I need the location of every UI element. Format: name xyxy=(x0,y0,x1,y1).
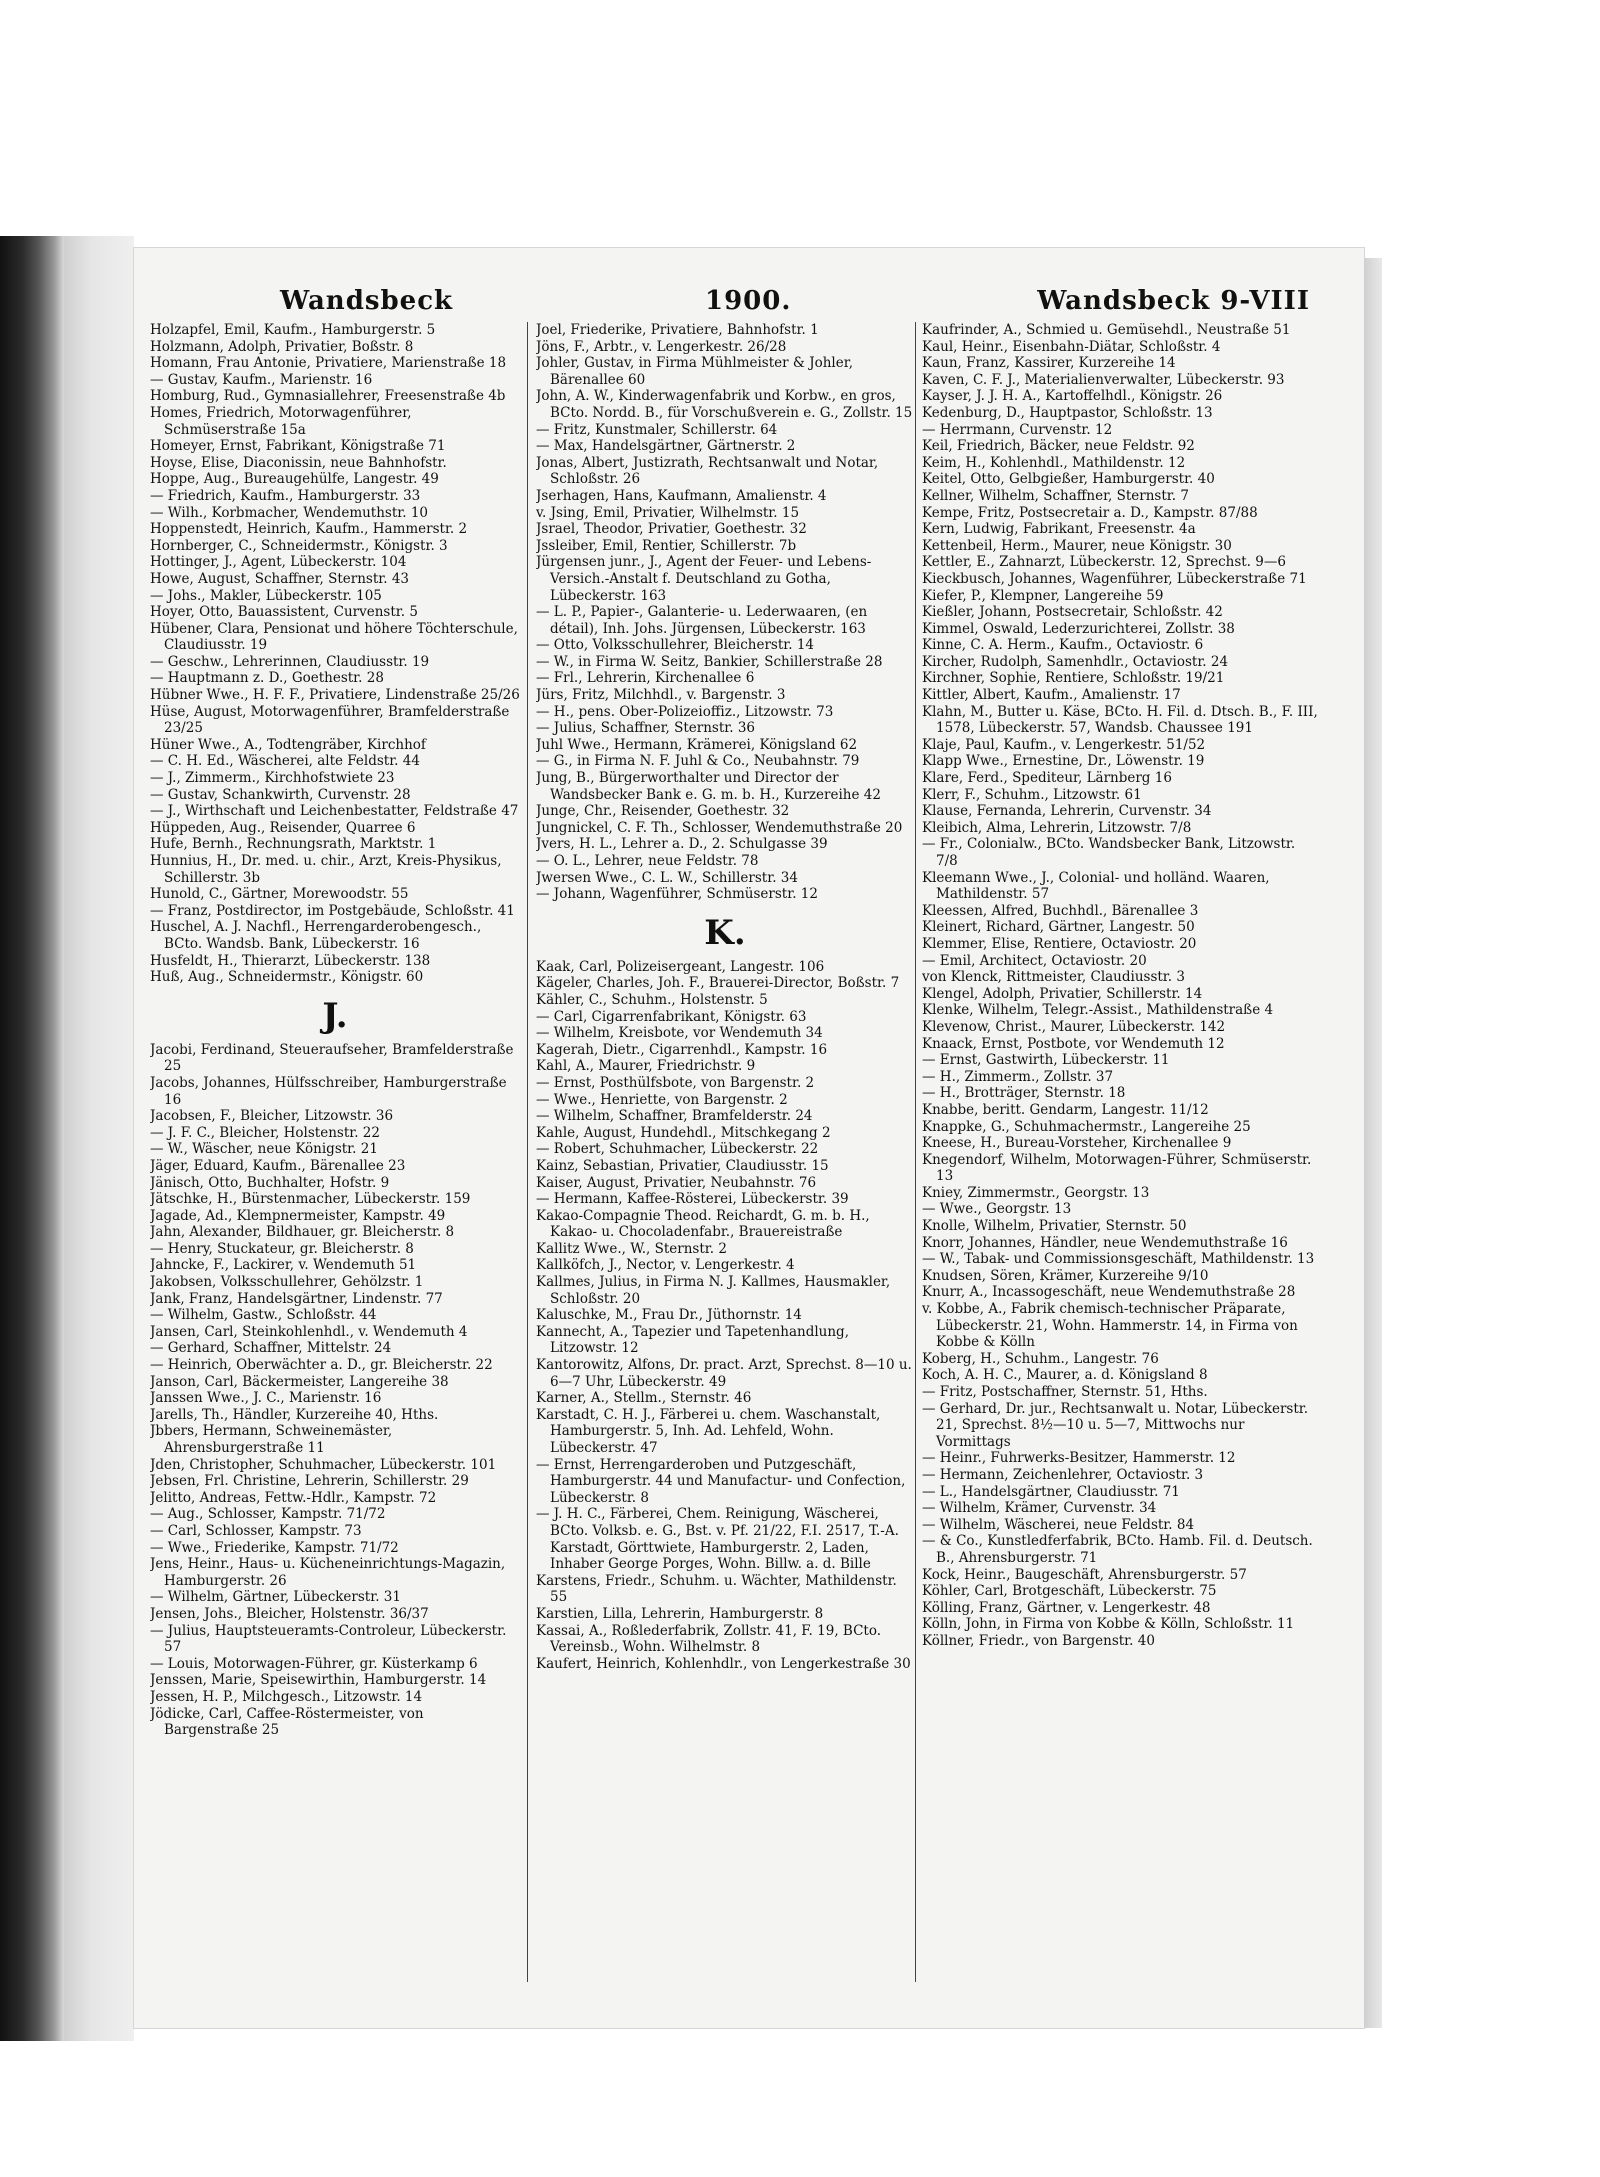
directory-entry: — J. H. C., Färberei, Chem. Reinigung, Wäscherei, BCto. Volksb. e. G., Bst. v. Pf. 21/22, F.I. 2517, T.-A. Karstadt, Görttwiete, Hamburgerstr. 2, Laden, Inhaber George Porges, Wohn. Billw. a. d. Bille xyxy=(536,1506,899,1573)
directory-entry: Kallköfch, J., Nector, v. Lengerkestr. 4 xyxy=(536,1257,795,1274)
directory-entry: — Wwe., Georgstr. 13 xyxy=(922,1201,1072,1218)
directory-entry: Hoppenstedt, Heinrich, Kaufm., Hammerstr. 2 xyxy=(150,521,468,538)
directory-entry: Hübner Wwe., H. F. F., Privatiere, Lindenstraße 25/26 xyxy=(150,687,520,704)
directory-entry: — Carl, Schlosser, Kampstr. 73 xyxy=(150,1522,362,1539)
directory-entry: Joel, Friederike, Privatiere, Bahnhofstr. 1 xyxy=(536,322,819,338)
directory-entry: Jacobs, Johannes, Hülfsschreiber, Hamburgerstraße 16 xyxy=(150,1074,507,1108)
directory-entry: — Geschw., Lehrerinnen, Claudiusstr. 19 xyxy=(150,653,430,670)
directory-entry: — H., Brotträger, Sternstr. 18 xyxy=(922,1085,1126,1102)
directory-entry: — J. F. C., Bleicher, Holstenstr. 22 xyxy=(150,1124,380,1141)
directory-entry: Hoyer, Otto, Bauassistent, Curvenstr. 5 xyxy=(150,604,418,621)
directory-entry: Jwersen Wwe., C. L. W., Schillerstr. 34 xyxy=(536,869,798,886)
directory-entry: — Wilhelm, Gastw., Schloßstr. 44 xyxy=(150,1307,377,1324)
directory-entry: Jacobsen, F., Bleicher, Litzowstr. 36 xyxy=(150,1108,394,1125)
directory-entry: Jahn, Alexander, Bildhauer, gr. Bleicherstr. 8 xyxy=(150,1224,455,1241)
directory-entry: Knudsen, Sören, Krämer, Kurzereihe 9/10 xyxy=(922,1267,1209,1284)
directory-entry: Kantorowitz, Alfons, Dr. pract. Arzt, Sprechst. 8—10 u. 6—7 Uhr, Lübeckerstr. 49 xyxy=(536,1357,912,1390)
directory-entry: Hoppe, Aug., Bureaugehülfe, Langestr. 49 xyxy=(150,471,439,488)
directory-entry: Kaak, Carl, Polizeisergeant, Langestr. 106 xyxy=(536,958,825,975)
directory-entry: — Gerhard, Schaffner, Mittelstr. 24 xyxy=(150,1340,392,1357)
directory-entry: Kleemann Wwe., J., Colonial- und holländ. Waaren, Mathildenstr. 57 xyxy=(922,869,1270,903)
directory-entry: Hübener, Clara, Pensionat und höhere Töchterschule, Claudiusstr. 19 xyxy=(150,620,518,654)
directory-entry: Hunold, C., Gärtner, Morewoodstr. 55 xyxy=(150,886,409,903)
directory-entry: Holzmann, Adolph, Privatier, Boßstr. 8 xyxy=(150,338,414,355)
directory-entry: Knorr, Johannes, Händler, neue Wendemuthstraße 16 xyxy=(922,1234,1288,1251)
directory-entry: — Robert, Schuhmacher, Lübeckerstr. 22 xyxy=(536,1141,819,1158)
directory-entry: Jürgensen junr., J., Agent der Feuer- und Lebens-Versich.-Anstalt f. Deutschland zu Gotha, Lübeckerstr. 163 xyxy=(536,554,872,604)
directory-entry: Keil, Friedrich, Bäcker, neue Feldstr. 92 xyxy=(922,438,1195,455)
directory-entry: — Wilhelm, Wäscherei, neue Feldstr. 84 xyxy=(922,1516,1195,1533)
directory-entry: Jungnickel, C. F. Th., Schlosser, Wendemuthstraße 20 xyxy=(536,819,903,836)
directory-entry: — Hauptmann z. D., Goethestr. 28 xyxy=(150,670,384,687)
directory-entry: — Otto, Volksschullehrer, Bleicherstr. 14 xyxy=(536,637,815,654)
directory-entry: — L. P., Papier-, Galanterie- u. Lederwaaren, (en détail), Inh. Johs. Jürgensen, Lübeckerstr. 163 xyxy=(536,604,868,637)
directory-entry: Jvers, H. L., Lehrer a. D., 2. Schulgasse 39 xyxy=(536,836,828,853)
directory-entry: Klahn, M., Butter u. Käse, BCto. H. Fil. d. Dtsch. B., F. III, 1578, Lübeckerstr. 57, Wandsb. Chaussee 191 xyxy=(922,703,1318,737)
directory-entry: — L., Handelsgärtner, Claudiusstr. 71 xyxy=(922,1483,1180,1500)
directory-entry: Klevenow, Christ., Maurer, Lübeckerstr. 142 xyxy=(922,1018,1226,1035)
directory-entry: Kiefer, P., Klempner, Langereihe 59 xyxy=(922,587,1164,604)
directory-entry: Junge, Chr., Reisender, Goethestr. 32 xyxy=(536,803,790,820)
directory-entry: Jödicke, Carl, Caffee-Röstermeister, von Bargenstraße 25 xyxy=(150,1705,424,1739)
directory-entry: Hunnius, H., Dr. med. u. chir., Arzt, Kreis-Physikus, Schillerstr. 3b xyxy=(150,853,502,886)
directory-column-3 xyxy=(922,322,1318,1972)
directory-entry: Kettenbeil, Herm., Maurer, neue Königstr. 30 xyxy=(922,537,1232,554)
directory-column-1 xyxy=(150,322,520,1972)
directory-entry: Knabbe, beritt. Gendarm, Langestr. 11/12 xyxy=(922,1101,1209,1118)
directory-entry: Kettler, E., Zahnarzt, Lübeckerstr. 12, Sprechst. 9—6 xyxy=(922,554,1286,571)
directory-entry: — Carl, Cigarrenfabrikant, Königstr. 63 xyxy=(536,1008,807,1025)
directory-entry: Jacobi, Ferdinand, Steueraufseher, Bramfelderstraße 25 xyxy=(150,1041,514,1075)
directory-entry: Kaun, Franz, Kassirer, Kurzereihe 14 xyxy=(922,355,1176,372)
directory-entry: Kaul, Heinr., Eisenbahn-Diätar, Schloßstr. 4 xyxy=(922,338,1221,355)
directory-entry: Kleibich, Alma, Lehrerin, Litzowstr. 7/8 xyxy=(922,819,1192,836)
directory-entry: Kieckbusch, Johannes, Wagenführer, Lübeckerstraße 71 xyxy=(922,570,1307,587)
directory-entry: Klare, Ferd., Spediteur, Lärnberg 16 xyxy=(922,770,1172,787)
directory-entry: — Wilhelm, Kreisbote, vor Wendemuth 34 xyxy=(536,1025,823,1042)
directory-entry: Jakobsen, Volksschullehrer, Gehölzstr. 1 xyxy=(150,1274,424,1291)
directory-entry: — Wilhelm, Gärtner, Lübeckerstr. 31 xyxy=(150,1589,401,1606)
directory-entry: Kallitz Wwe., W., Sternstr. 2 xyxy=(536,1240,727,1257)
directory-entry: Kölln, John, in Firma von Kobbe & Kölln, Schloßstr. 11 xyxy=(922,1616,1295,1633)
directory-entry: Koberg, H., Schuhm., Langestr. 76 xyxy=(922,1350,1159,1367)
directory-entry: Kirchner, Sophie, Rentiere, Schloßstr. 19/21 xyxy=(922,670,1225,687)
directory-entry: Keitel, Otto, Gelbgießer, Hamburgerstr. 40 xyxy=(922,471,1215,488)
directory-entry: Kahl, A., Maurer, Friedrichstr. 9 xyxy=(536,1058,756,1075)
directory-entry: — H., pens. Ober-Polizeioffiz., Litzowstr. 73 xyxy=(536,703,834,720)
directory-entry: — Aug., Schlosser, Kampstr. 71/72 xyxy=(150,1506,386,1523)
directory-entry: — Hermann, Kaffee-Rösterei, Lübeckerstr. 39 xyxy=(536,1191,849,1208)
directory-entry: Jahncke, F., Lackirer, v. Wendemuth 51 xyxy=(150,1257,417,1274)
book-spine-shadow xyxy=(0,236,64,2041)
directory-entry: Jessen, H. P., Milchgesch., Litzowstr. 14 xyxy=(150,1688,423,1705)
directory-entry: Howe, August, Schaffner, Sternstr. 43 xyxy=(150,570,410,587)
directory-entry: Jank, Franz, Handelsgärtner, Lindenstr. 77 xyxy=(150,1290,443,1307)
directory-entry: Jung, B., Bürgerworthalter und Director der Wandsbecker Bank e. G. m. b. H., Kurzereihe 42 xyxy=(536,770,881,803)
directory-entry: — G., in Firma N. F. Juhl & Co., Neubahnstr. 79 xyxy=(536,753,860,770)
directory-entry: — Wwe., Friederike, Kampstr. 71/72 xyxy=(150,1539,399,1556)
directory-entry: Kainz, Sebastian, Privatier, Claudiusstr. 15 xyxy=(536,1157,829,1174)
directory-entry: — & Co., Kunstledferfabrik, BCto. Hamb. Fil. d. Deutsch. B., Ahrensburgerstr. 71 xyxy=(922,1533,1313,1566)
directory-entry: Kaiser, August, Privatier, Neubahnstr. 76 xyxy=(536,1174,817,1191)
directory-entry: Kaven, C. F. J., Materialienverwalter, Lübeckerstr. 93 xyxy=(922,371,1285,388)
directory-entry: — Fritz, Postschaffner, Sternstr. 51, Hths. xyxy=(922,1384,1208,1400)
directory-entry: Kießler, Johann, Postsecretair, Schloßstr. 42 xyxy=(922,604,1223,621)
directory-entry: Jens, Heinr., Haus- u. Kücheneinrichtungs-Magazin, Hamburgerstr. 26 xyxy=(150,1556,506,1589)
directory-entry: — W., Tabak- und Commissionsgeschäft, Mathildenstr. 13 xyxy=(922,1251,1315,1268)
directory-entry: Hüner Wwe., A., Todtengräber, Kirchhof xyxy=(150,736,426,753)
directory-entry: Karstens, Friedr., Schuhm. u. Wächter, Mathildenstr. 55 xyxy=(536,1572,897,1606)
page-right-edge xyxy=(1364,258,1382,2028)
directory-entry: — Julius, Hauptsteueramts-Controleur, Lübeckerstr. 57 xyxy=(150,1622,507,1656)
directory-entry: Knaack, Ernst, Postbote, vor Wendemuth 12 xyxy=(922,1035,1225,1052)
directory-entry: Jänisch, Otto, Buchhalter, Hofstr. 9 xyxy=(150,1174,390,1191)
directory-entry: v. Kobbe, A., Fabrik chemisch-technischer Präparate, Lübeckerstr. 21, Wohn. Hammerstr. 14, in Firma von Kobbe & Kölln xyxy=(922,1301,1298,1351)
directory-entry: — Fr., Colonialw., BCto. Wandsbecker Bank, Litzowstr. 7/8 xyxy=(922,836,1296,869)
directory-entry: — Ernst, Posthülfsbote, von Bargenstr. 2 xyxy=(536,1074,815,1091)
directory-entry: Kassai, A., Roßlederfabrik, Zollstr. 41, F. 19, BCto. Vereinsb., Wohn. Wilhelmstr. 8 xyxy=(536,1622,882,1656)
directory-entry: Knappke, G., Schuhmachermstr., Langereihe 25 xyxy=(922,1118,1251,1135)
directory-entry: Klerr, F., Schuhm., Litzowstr. 61 xyxy=(922,786,1142,803)
directory-entry: Kaufert, Heinrich, Kohlenhdlr., von Lengerkestraße 30 xyxy=(536,1655,911,1672)
directory-entry: Jäger, Eduard, Kaufm., Bärenallee 23 xyxy=(150,1157,406,1174)
header-right-title: Wandsbeck 9-VIII xyxy=(1037,286,1310,316)
directory-entry: — Julius, Schaffner, Sternstr. 36 xyxy=(536,720,756,737)
directory-entry: Kinne, C. A. Herm., Kaufm., Octaviostr. 6 xyxy=(922,637,1204,654)
directory-entry: Jserhagen, Hans, Kaufmann, Amalienstr. 4 xyxy=(536,487,827,504)
directory-entry: Kock, Heinr., Baugeschäft, Ahrensburgerstr. 57 xyxy=(922,1566,1247,1583)
directory-entry: Jöns, F., Arbtr., v. Lengerkestr. 26/28 xyxy=(536,338,787,355)
directory-entry: Klaje, Paul, Kaufm., v. Lengerkestr. 51/52 xyxy=(922,736,1206,753)
directory-entry: Kakao-Compagnie Theod. Reichardt, G. m. b. H., Kakao- u. Chocoladenfabr., Brauereistraße xyxy=(536,1207,870,1241)
directory-entry: Kellner, Wilhelm, Schaffner, Sternstr. 7 xyxy=(922,487,1189,504)
directory-entry: — Wilhelm, Krämer, Curvenstr. 34 xyxy=(922,1500,1157,1517)
directory-entry: Klemmer, Elise, Rentiere, Octaviostr. 20 xyxy=(922,935,1197,952)
directory-entry: Huß, Aug., Schneidermstr., Königstr. 60 xyxy=(150,969,424,986)
directory-entry: Kircher, Rudolph, Samenhdlr., Octaviostr. 24 xyxy=(922,653,1229,670)
directory-entry: Kägeler, Charles, Joh. F., Brauerei-Director, Boßstr. 7 xyxy=(536,975,900,992)
directory-entry: Knurr, A., Incassogeschäft, neue Wendemuthstraße 28 xyxy=(922,1284,1296,1301)
directory-entry: Klengel, Adolph, Privatier, Schillerstr. 14 xyxy=(922,985,1203,1002)
directory-entry: Kern, Ludwig, Fabrikant, Freesenstr. 4a xyxy=(922,521,1196,538)
directory-entry: — W., Wäscher, neue Königstr. 21 xyxy=(150,1141,378,1158)
directory-entry: — Ernst, Herrengarderoben und Putzgeschäft, Hamburgerstr. 44 und Manufactur- und Confection, Lübeckerstr. 8 xyxy=(536,1456,906,1506)
directory-entry: — O. L., Lehrer, neue Feldstr. 78 xyxy=(536,853,759,869)
directory-entry: Köllner, Friedr., von Bargenstr. 40 xyxy=(922,1632,1155,1649)
directory-entry: — W., in Firma W. Seitz, Bankier, Schillerstraße 28 xyxy=(536,653,883,670)
directory-entry: — J., Zimmerm., Kirchhofstwiete 23 xyxy=(150,770,395,787)
directory-entry: Janssen Wwe., J. C., Marienstr. 16 xyxy=(150,1390,382,1407)
directory-entry: — Gustav, Kaufm., Marienstr. 16 xyxy=(150,371,373,388)
directory-entry: Kahle, August, Hundehdl., Mitschkegang 2 xyxy=(536,1124,831,1141)
directory-entry: von Klenck, Rittmeister, Claudiusstr. 3 xyxy=(922,969,1185,986)
directory-entry: — Gustav, Schankwirth, Curvenstr. 28 xyxy=(150,786,411,803)
directory-entry: Jden, Christopher, Schuhmacher, Lübeckerstr. 101 xyxy=(150,1456,497,1473)
directory-entry: Jenssen, Marie, Speisewirthin, Hamburgerstr. 14 xyxy=(150,1672,487,1689)
left-page-edge xyxy=(64,236,134,2041)
directory-entry: Hüse, August, Motorwagenführer, Bramfelderstraße 23/25 xyxy=(150,703,510,737)
directory-entry: Kagerah, Dietr., Cigarrenhdl., Kampstr. 16 xyxy=(536,1041,828,1058)
directory-entry: Homeyer, Ernst, Fabrikant, Königstraße 71 xyxy=(150,438,446,455)
directory-entry: Hufe, Bernh., Rechnungsrath, Marktstr. 1 xyxy=(150,836,437,853)
directory-entry: Kleessen, Alfred, Buchhdl., Bärenallee 3 xyxy=(922,902,1199,919)
directory-entry: Klause, Fernanda, Lehrerin, Curvenstr. 34 xyxy=(922,803,1212,820)
section-letter: J. xyxy=(322,995,348,1036)
directory-entry: — H., Zimmerm., Zollstr. 37 xyxy=(922,1068,1114,1085)
directory-entry: Karstien, Lilla, Lehrerin, Hamburgerstr. 8 xyxy=(536,1605,824,1622)
directory-entry: Jebsen, Frl. Christine, Lehrerin, Schillerstr. 29 xyxy=(150,1473,469,1490)
directory-entry: Jätschke, H., Bürstenmacher, Lübeckerstr. 159 xyxy=(150,1191,471,1208)
directory-entry: Knegendorf, Wilhelm, Motorwagen-Führer, Schmüserstr. 13 xyxy=(922,1151,1312,1185)
column-divider-1 xyxy=(527,322,528,1982)
directory-entry: — Henry, Stuckateur, gr. Bleicherstr. 8 xyxy=(150,1240,414,1257)
directory-entry: — Wilhelm, Schaffner, Bramfelderstr. 24 xyxy=(536,1108,813,1125)
directory-entry: Jssleiber, Emil, Rentier, Schillerstr. 7b xyxy=(536,537,797,554)
directory-entry: Kaluschke, M., Frau Dr., Jüthornstr. 14 xyxy=(536,1307,802,1324)
directory-entry: Karner, A., Stellm., Sternstr. 46 xyxy=(536,1390,752,1407)
directory-entry: Kayser, J. J. H. A., Kartoffelhdl., Königstr. 26 xyxy=(922,388,1223,405)
directory-entry: — Fritz, Kunstmaler, Schillerstr. 64 xyxy=(536,421,778,438)
directory-entry: — Frl., Lehrerin, Kirchenallee 6 xyxy=(536,670,755,687)
directory-entry: — Louis, Motorwagen-Führer, gr. Küsterkamp 6 xyxy=(150,1655,478,1672)
directory-entry: — C. H. Ed., Wäscherei, alte Feldstr. 44 xyxy=(150,753,420,770)
directory-entry: Kneese, H., Bureau-Vorsteher, Kirchenallee 9 xyxy=(922,1135,1232,1152)
directory-entry: Homburg, Rud., Gymnasiallehrer, Freesenstraße 4b xyxy=(150,388,506,405)
directory-entry: — Johs., Makler, Lübeckerstr. 105 xyxy=(150,587,382,604)
directory-entry: Kleinert, Richard, Gärtner, Langestr. 50 xyxy=(922,919,1195,936)
directory-entry: Janson, Carl, Bäckermeister, Langereihe 38 xyxy=(150,1373,449,1390)
header-year: 1900. xyxy=(705,286,792,316)
directory-entry: John, A. W., Kinderwagenfabrik und Korbw., en gros, BCto. Nordd. B., für Vorschußverein e. G., Zollstr. 15 xyxy=(536,388,913,421)
directory-entry: — Hermann, Zeichenlehrer, Octaviostr. 3 xyxy=(922,1466,1204,1483)
directory-entry: — Ernst, Gastwirth, Lübeckerstr. 11 xyxy=(922,1052,1170,1069)
directory-entry: Hoyse, Elise, Diaconissin, neue Bahnhofstr. xyxy=(150,454,447,471)
directory-entry: — Friedrich, Kaufm., Hamburgerstr. 33 xyxy=(150,487,421,504)
directory-entry: Jsrael, Theodor, Privatier, Goethestr. 32 xyxy=(536,521,807,538)
directory-entry: Homes, Friedrich, Motorwagenführer, Schmüserstraße 15a xyxy=(150,404,412,438)
directory-entry: — Wwe., Henriette, von Bargenstr. 2 xyxy=(536,1091,788,1108)
column-divider-2 xyxy=(915,322,916,1982)
directory-entry: Johler, Gustav, in Firma Mühlmeister & Johler, Bärenallee 60 xyxy=(536,355,853,388)
directory-entry: Holzapfel, Emil, Kaufm., Hamburgerstr. 5 xyxy=(150,322,436,338)
directory-entry: Klenke, Wilhelm, Telegr.-Assist., Mathildenstraße 4 xyxy=(922,1002,1274,1019)
directory-entry: Huschel, A. J. Nachfl., Herrengarderobengesch., BCto. Wandsb. Bank, Lübeckerstr. 16 xyxy=(150,919,482,952)
directory-entry: — Johann, Wagenführer, Schmüserstr. 12 xyxy=(536,886,818,903)
directory-entry: Jensen, Johs., Bleicher, Holstenstr. 36/37 xyxy=(150,1605,429,1622)
directory-entry: Kähler, C., Schuhm., Holstenstr. 5 xyxy=(536,991,768,1008)
directory-entry: Jürs, Fritz, Milchhdl., v. Bargenstr. 3 xyxy=(536,687,786,704)
directory-entry: — Wilh., Korbmacher, Wendemuthstr. 10 xyxy=(150,504,429,521)
directory-entry: Kniey, Zimmermstr., Georgstr. 13 xyxy=(922,1184,1150,1201)
directory-entry: Hornberger, C., Schneidermstr., Königstr. 3 xyxy=(150,537,448,554)
directory-entry: Keim, H., Kohlenhdl., Mathildenstr. 12 xyxy=(922,454,1186,471)
directory-entry: — J., Wirthschaft und Leichenbestatter, Feldstraße 47 xyxy=(150,803,519,820)
directory-column-2 xyxy=(536,322,914,1972)
directory-entry: — Gerhard, Dr. jur., Rechtsanwalt u. Notar, Lübeckerstr. 21, Sprechst. 8½—10 u. 5—7, Mittwochs nur Vormittags xyxy=(922,1400,1309,1450)
directory-entry: Hottinger, J., Agent, Lübeckerstr. 104 xyxy=(150,554,407,571)
directory-entry: Kaufrinder, A., Schmied u. Gemüsehdl., Neustraße 51 xyxy=(922,322,1291,338)
directory-entry: Karstadt, C. H. J., Färberei u. chem. Waschanstalt, Hamburgerstr. 5, Inh. Ad. Lehfeld, Wohn. Lübeckerstr. 47 xyxy=(536,1406,881,1456)
directory-entry: — Heinrich, Oberwächter a. D., gr. Bleicherstr. 22 xyxy=(150,1357,493,1374)
directory-entry: Jbbers, Hermann, Schweinemäster, Ahrensburgerstraße 11 xyxy=(150,1423,393,1456)
directory-entry: Kölling, Franz, Gärtner, v. Lengerkestr. 48 xyxy=(922,1599,1211,1616)
directory-entry: Jonas, Albert, Justizrath, Rechtsanwalt und Notar, Schloßstr. 26 xyxy=(536,454,879,488)
directory-entry: Husfeldt, H., Thierarzt, Lübeckerstr. 138 xyxy=(150,952,431,969)
directory-entry: — Franz, Postdirector, im Postgebäude, Schloßstr. 41 xyxy=(150,902,515,919)
directory-entry: — Max, Handelsgärtner, Gärtnerstr. 2 xyxy=(536,438,796,455)
section-letter: K. xyxy=(704,912,746,953)
directory-entry: Jelitto, Andreas, Fettw.-Hdlr., Kampstr. 72 xyxy=(150,1489,437,1506)
directory-entry: Homann, Frau Antonie, Privatiere, Marienstraße 18 xyxy=(150,355,507,372)
directory-entry: Kannecht, A., Tapezier und Tapetenhandlung, Litzowstr. 12 xyxy=(536,1323,849,1357)
directory-entry: Jarells, Th., Händler, Kurzereihe 40, Hths. xyxy=(150,1406,439,1423)
directory-entry: Koch, A. H. C., Maurer, a. d. Königsland 8 xyxy=(922,1367,1208,1384)
directory-entry: Juhl Wwe., Hermann, Krämerei, Königsland 62 xyxy=(536,736,858,753)
directory-entry: Kimmel, Oswald, Lederzurichterei, Zollstr. 38 xyxy=(922,620,1235,637)
directory-entry: Klapp Wwe., Ernestine, Dr., Löwenstr. 19 xyxy=(922,753,1205,770)
page-header xyxy=(150,286,1330,326)
directory-entry: — Heinr., Fuhrwerks-Besitzer, Hammerstr. 12 xyxy=(922,1450,1236,1467)
directory-entry: — Emil, Architect, Octaviostr. 20 xyxy=(922,952,1147,969)
directory-entry: Köhler, Carl, Brotgeschäft, Lübeckerstr. 75 xyxy=(922,1583,1217,1600)
directory-entry: — Herrmann, Curvenstr. 12 xyxy=(922,421,1113,438)
directory-entry: Hüppeden, Aug., Reisender, Quarree 6 xyxy=(150,819,416,836)
directory-entry: v. Jsing, Emil, Privatier, Wilhelmstr. 15 xyxy=(536,504,800,521)
directory-entry: Kallmes, Julius, in Firma N. J. Kallmes, Hausmakler, Schloßstr. 20 xyxy=(536,1274,891,1307)
directory-entry: Knolle, Wilhelm, Privatier, Sternstr. 50 xyxy=(922,1218,1187,1235)
header-left-title: Wandsbeck xyxy=(280,286,454,316)
directory-entry: Kedenburg, D., Hauptpastor, Schloßstr. 13 xyxy=(922,404,1213,421)
directory-entry: Jansen, Carl, Steinkohlenhdl., v. Wendemuth 4 xyxy=(150,1323,468,1340)
directory-entry: Kittler, Albert, Kaufm., Amalienstr. 17 xyxy=(922,687,1181,704)
directory-entry: Jagade, Ad., Klempnermeister, Kampstr. 49 xyxy=(150,1207,446,1224)
directory-entry: Kempe, Fritz, Postsecretair a. D., Kampstr. 87/88 xyxy=(922,504,1258,521)
